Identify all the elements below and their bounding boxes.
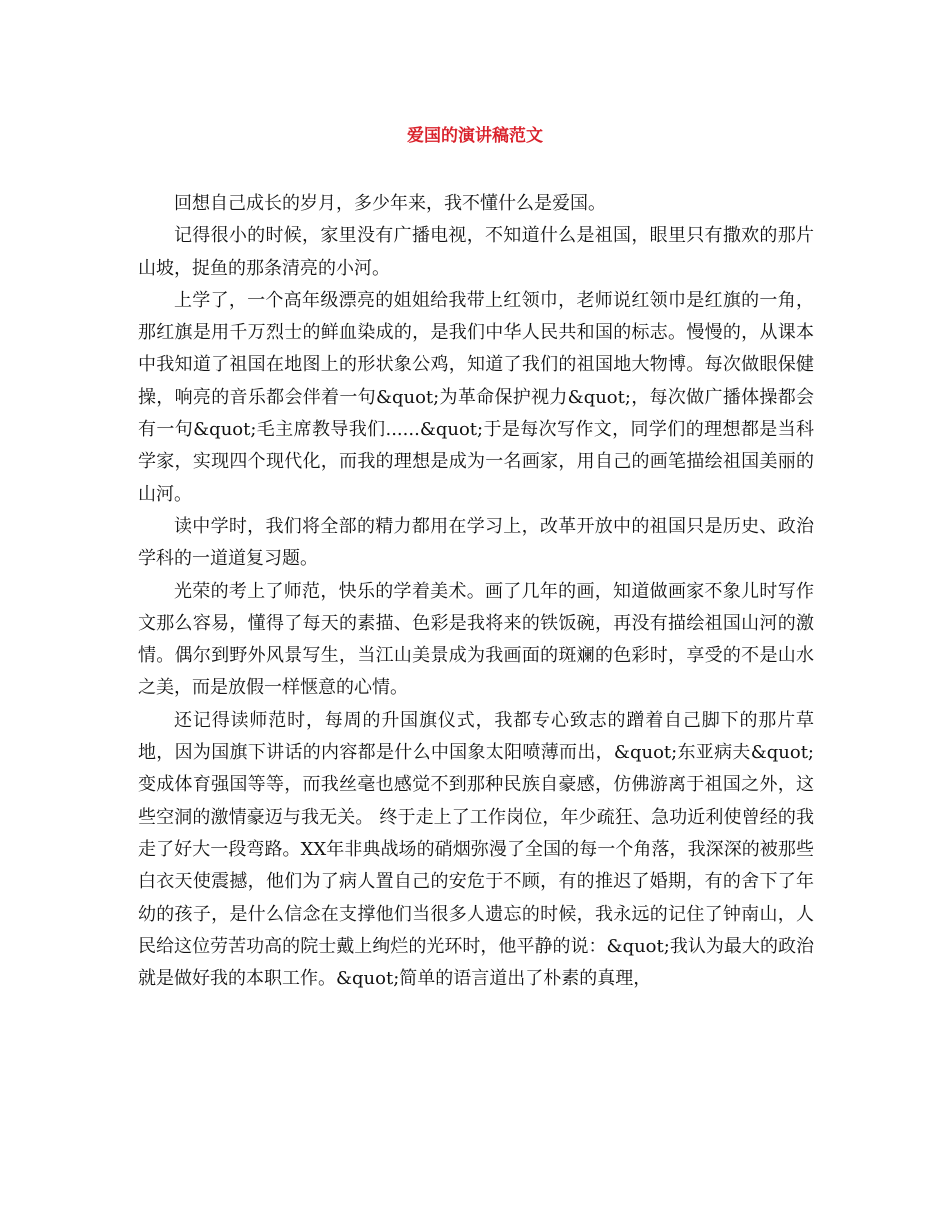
paragraph: 光荣的考上了师范，快乐的学着美术。画了几年的画，知道做画家不象儿时写作文那么容易，懂得了每天的素描、色彩是我将来的铁饭碗，再没有描绘祖国山河的激情。偶尔到野外风景写生，当江山美景成为我画面的斑斓的色彩时，享受的不是山水之美，而是放假一样惬意的心情。 bbox=[138, 580, 814, 699]
paragraph: 上学了，一个高年级漂亮的姐姐给我带上红领巾，老师说红领巾是红旗的一角，那红旗是用千万烈士的鲜血染成的，是我们中华人民共和国的标志。慢慢的，从课本中我知道了祖国在地图上的形状象公鸡，知道了我们的祖国地大物博。每次做眼保健操，响亮的音乐都会伴着一句&quot;为革命保护视力&quot;，每次做广播体操都会有一句&quot;毛主席教导我们......&quot;于是每次写作文，同学们的理想都是当科学家，实现四个现代化，而我的理想是成为一名画家，用自己的画笔描绘祖国美丽的山河。 bbox=[138, 289, 814, 505]
paragraph: 回想自己成长的岁月，多少年来，我不懂什么是爱国。 bbox=[174, 193, 606, 214]
paragraph: 记得很小的时候，家里没有广播电视，不知道什么是祖国，眼里只有撒欢的那片山坡，捉鱼的那条清亮的小河。 bbox=[138, 225, 814, 279]
document-body bbox=[138, 188, 814, 995]
paragraph: 读中学时，我们将全部的精力都用在学习上，改革开放中的祖国只是历史、政治学科的一道道复习题。 bbox=[138, 515, 814, 570]
paragraph: 还记得读师范时，每周的升国旗仪式，我都专心致志的蹭着自己脚下的那片草地，因为国旗下讲话的内容都是什么中国象太阳喷薄而出，&quot;东亚病夫&quot;变成体育强国等等，而我丝毫也感觉不到那种民族自豪感，仿佛游离于祖国之外，这些空洞的激情豪迈与我无关。 终于走上了工作岗位，年少疏狂、急功近利使曾经的我走了好大一段弯路。XX年非典战场的硝烟弥漫了全国的每一个角落，我深深的被那些白衣天使震撼，他们为了病人置自己的安危于不顾，有的推迟了婚期，有的舍下了年幼的孩子，是什么信念在支撑他们当很多人遗忘的时候，我永远的记住了钟南山，人民给这位劳苦功高的院士戴上绚烂的光环时，他平静的说：&quot;我认为最大的政治就是做好我的本职工作。&quot;简单的语言道出了朴素的真理， bbox=[138, 709, 814, 990]
document-title: 爱国的演讲稿范文 bbox=[407, 126, 543, 146]
